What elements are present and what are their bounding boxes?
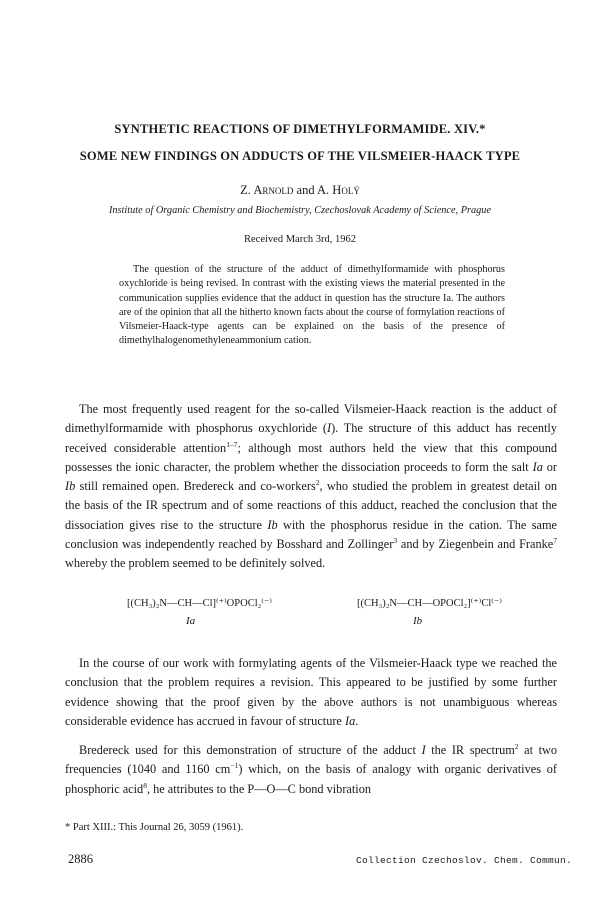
p1-text: with the phosphorus residue in the cation. The same conclusion was independently reached by Bosshard and Zollinger (65, 517, 558, 552)
p2-text: . (355, 713, 359, 728)
p3-reference: −1 (230, 761, 239, 771)
p3-compound: I (421, 743, 426, 757)
paragraph-1 (65, 400, 557, 574)
formula-ia-label: Ia (186, 615, 196, 627)
p1-reference: 7 (553, 535, 557, 545)
p1-text: still remained open. Bredereck and co-workers (75, 479, 316, 494)
p1-text: ). The structure of this adduct has recently received considerable attention (65, 421, 557, 455)
formula-ib: [(CH₃)₂N—CH—OPOCl₂]⁽⁺⁾Cl⁽⁻⁾ (357, 598, 502, 609)
abstract: The question of the structure of the adduct of dimethylformamide with phosphorus oxychloride is being revised. In contrast with the existing views the material presented in the communication supplies evidence that the adduct in question has the structure Ia. The authors are of the opinion that all the hitherto known facts about the course of formylation reactions of Vilsmeier-Haack-type agents can be explained on the basis of the presence of dimethylhalogenomethyleneammonium cation. (119, 264, 505, 347)
p3-text: ) which, on the basis of analogy with organic derivatives of phosphoric acid (65, 762, 557, 796)
footnote: * Part XIII.: This Journal 26, 3059 (1961). (65, 822, 244, 833)
p1-text: whereby the problem seemed to be definitely solved. (65, 556, 326, 571)
p1-compound: Ib (65, 479, 76, 494)
received-date: Received March 3rd, 1962 (244, 234, 356, 245)
page-number: 2886 (68, 852, 93, 866)
p1-text: or (542, 459, 558, 474)
title-line-2: SOME NEW FINDINGS ON ADDUCTS OF THE VILSMEIER-HAACK TYPE (79, 149, 521, 163)
p3-reference: 8 (143, 780, 147, 790)
p1-text: The most frequently used reagent for the so-called Vilsmeier-Haack reaction is the adduct of dimethylformamide with phosphorus oxychloride ( (65, 402, 557, 436)
p3-text: , he attributes to the P—O—C bond vibration (146, 781, 372, 796)
p1-compound: Ia (532, 459, 543, 474)
p1-reference: 2 (315, 478, 320, 488)
p1-reference: 1–7 (226, 439, 238, 449)
paragraph-2 (65, 654, 557, 731)
authors (0, 183, 600, 198)
p1-text: and by Ziegenbein and Franke (397, 537, 554, 552)
p3-text: Bredereck used for this demonstration of structure of the adduct (79, 743, 422, 757)
authors-and: and (293, 183, 318, 197)
p1-compound: Ib (267, 517, 278, 532)
p1-text: , who studied the problem in greatest detail on the basis of the IR spectrum and of some reactions of this adduct, reached the conclusion that the dissociation gives rise to the structure (65, 479, 557, 532)
p1-compound: I (326, 421, 332, 436)
p3-reference: 2 (514, 741, 519, 751)
author-1-initial: Z. A (240, 183, 263, 197)
p3-text: the IR spectrum (425, 743, 515, 757)
p1-text: ; although most authors held the view that this compound possesses the ionic character, the problem whether the dissociation proceeds to form the salt (65, 440, 557, 474)
p2-compound: Ia (344, 713, 356, 728)
formula-ib-label: Ib (413, 615, 423, 627)
formula-ia: [(CH₃)₂N—CH—Cl]⁽⁺⁾OPOCl₂⁽⁻⁾ (127, 598, 272, 609)
author-1-rest: rnold (262, 183, 294, 197)
title-line-1: SYNTHETIC REACTIONS OF DIMETHYLFORMAMIDE. XIV.* (114, 122, 486, 136)
p1-reference: 3 (393, 535, 398, 545)
p3-text: at two frequencies (1040 and 1160 cm (65, 743, 558, 777)
author-2-initial: A. H (317, 183, 342, 197)
paragraph-3 (65, 741, 557, 799)
journal-name: Collection Czechoslov. Chem. Commun. (356, 855, 573, 866)
author-2-rest: olý (341, 183, 360, 197)
affiliation: Institute of Organic Chemistry and Biochemistry, Czechoslovak Academy of Science, Prague (108, 205, 492, 216)
p2-text: In the course of our work with formylating agents of the Vilsmeier-Haack type we reached the conclusion that the problem requires a revision. This appeared to be justified by some further evidence showing that the proof given by the above authors is not unambiguous whereas considerable evidence has accrued in favour of structure (65, 656, 557, 728)
